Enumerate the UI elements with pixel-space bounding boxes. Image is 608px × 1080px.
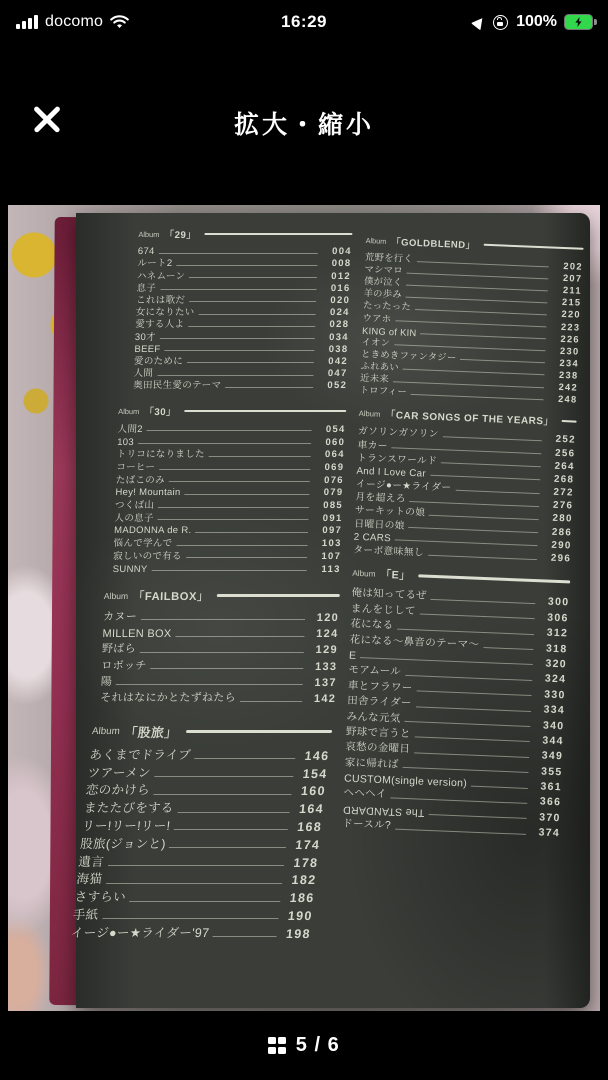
leader-line bbox=[102, 919, 278, 920]
track-title: 花になる bbox=[350, 617, 394, 632]
leader-line bbox=[138, 443, 311, 444]
track-page: 286 bbox=[551, 526, 573, 539]
track-page: 242 bbox=[558, 381, 579, 393]
track-title: イージ●ー★ライダー bbox=[355, 478, 452, 494]
location-arrow-icon bbox=[471, 14, 487, 30]
track-page: 370 bbox=[539, 811, 561, 825]
track-title: 2 CARS bbox=[353, 531, 392, 545]
album-label: Album bbox=[91, 726, 121, 738]
track-title: 奥田民生愛のテーマ bbox=[132, 380, 222, 392]
track-title: リー!リー!リー! bbox=[81, 819, 172, 834]
track-title: マシマロ bbox=[364, 264, 404, 276]
track-row bbox=[74, 888, 316, 906]
track-title: これは歌だ bbox=[135, 294, 186, 306]
album-title: 「GOLDBLEND」 bbox=[390, 237, 476, 252]
track-page: 182 bbox=[290, 873, 318, 888]
track-title: トリコになりました bbox=[116, 449, 205, 461]
track-page: 234 bbox=[559, 357, 580, 369]
leader-line bbox=[187, 362, 314, 363]
track-row bbox=[81, 816, 323, 834]
leader-line bbox=[169, 481, 310, 482]
track-title: またたびをする bbox=[83, 801, 175, 816]
leader-line bbox=[129, 901, 280, 902]
album-section bbox=[133, 227, 353, 391]
track-page: 290 bbox=[551, 539, 572, 552]
track-title: 手紙 bbox=[72, 908, 100, 923]
leader-line bbox=[140, 652, 304, 653]
track-title: 息子 bbox=[136, 282, 157, 294]
track-page: 300 bbox=[547, 595, 570, 609]
track-row bbox=[135, 330, 349, 342]
track-title: 俺は知ってるぜ bbox=[351, 587, 428, 603]
leader-line bbox=[159, 469, 310, 470]
track-row bbox=[79, 834, 321, 852]
track-row bbox=[89, 745, 331, 763]
track-row bbox=[113, 549, 341, 562]
track-title: ターボ意味無し bbox=[353, 544, 425, 559]
track-page: 091 bbox=[322, 512, 343, 524]
nav-bar bbox=[0, 44, 608, 165]
track-title: 愛のために bbox=[133, 355, 184, 367]
track-title: ドースル? bbox=[342, 817, 392, 832]
leader-line bbox=[225, 387, 313, 388]
leader-line bbox=[209, 456, 311, 457]
track-page: 047 bbox=[327, 368, 348, 380]
leader-line bbox=[213, 937, 277, 938]
track-title: あくまでドライブ bbox=[88, 748, 192, 763]
track-title: ハネムーン bbox=[136, 270, 186, 282]
track-page: 318 bbox=[545, 642, 568, 655]
track-page: 012 bbox=[331, 270, 352, 282]
album-title: 「CAR SONGS OF THE YEARS」 bbox=[385, 410, 555, 428]
album-label: Album bbox=[358, 408, 381, 419]
track-title: 月を超えろ bbox=[355, 492, 407, 506]
track-page: 276 bbox=[552, 499, 574, 512]
track-page: 178 bbox=[292, 855, 320, 870]
track-page: 154 bbox=[302, 766, 329, 781]
track-page: 296 bbox=[550, 552, 572, 565]
track-title: E bbox=[348, 649, 357, 662]
track-row bbox=[78, 852, 320, 870]
track-title: 家に帰れば bbox=[344, 756, 399, 771]
page-indicator: 5 / 6 bbox=[295, 1034, 340, 1056]
track-title: KING of KIN bbox=[361, 325, 417, 338]
track-page: 207 bbox=[562, 273, 583, 284]
track-title: みんな元気 bbox=[346, 710, 401, 725]
header-rule bbox=[186, 731, 333, 733]
track-title: 30才 bbox=[134, 331, 157, 343]
track-title: 車とフラワー bbox=[347, 679, 413, 694]
track-page: 004 bbox=[331, 246, 353, 258]
track-row bbox=[133, 379, 347, 391]
page-indicator-bar[interactable] bbox=[0, 1011, 608, 1080]
track-page: 366 bbox=[539, 795, 562, 809]
track-title: トランスワールド bbox=[356, 452, 438, 467]
track-row bbox=[101, 673, 338, 689]
track-page: 016 bbox=[330, 282, 351, 294]
track-title: ときめきファンタジー bbox=[360, 348, 457, 363]
album-header bbox=[138, 227, 352, 241]
track-title: 遺言 bbox=[77, 854, 105, 869]
track-page: 280 bbox=[552, 513, 573, 525]
track-page: 220 bbox=[561, 309, 582, 321]
track-page: 042 bbox=[328, 355, 349, 367]
track-title: 僕が泣く bbox=[363, 276, 403, 288]
track-title: サーキットの娘 bbox=[354, 505, 426, 520]
track-page: 097 bbox=[322, 525, 343, 537]
track-page: 103 bbox=[321, 538, 342, 550]
track-page: 268 bbox=[553, 473, 575, 486]
header-rule bbox=[205, 233, 353, 235]
track-page: 168 bbox=[296, 820, 323, 835]
track-page: 160 bbox=[300, 784, 327, 799]
track-page: 120 bbox=[316, 611, 340, 624]
track-page: 107 bbox=[321, 550, 342, 562]
leader-line bbox=[460, 359, 545, 363]
track-title: 恋のかけら bbox=[85, 783, 151, 798]
grid-pages-icon bbox=[268, 1037, 286, 1055]
leader-line bbox=[106, 883, 282, 884]
track-title: CUSTOM(single version) bbox=[343, 772, 468, 790]
track-row bbox=[76, 870, 318, 888]
track-title: SUNNY bbox=[112, 563, 148, 575]
track-title: カヌー bbox=[102, 610, 138, 623]
leader-line bbox=[150, 668, 303, 669]
track-title: 女になりたい bbox=[135, 307, 195, 319]
track-page: 226 bbox=[560, 333, 581, 345]
track-title: それはなにかとたずねたら bbox=[100, 692, 237, 705]
album-section bbox=[359, 233, 583, 405]
track-page: 129 bbox=[315, 644, 339, 657]
album-label: Album bbox=[352, 568, 376, 579]
header-rule bbox=[217, 594, 340, 596]
album-section bbox=[113, 404, 347, 574]
leader-line bbox=[455, 489, 539, 493]
leader-line bbox=[189, 301, 316, 302]
toc-right-column bbox=[341, 233, 583, 853]
track-title: まんをじして bbox=[350, 602, 416, 618]
header-rule bbox=[418, 575, 570, 583]
track-page: 142 bbox=[313, 693, 337, 706]
leader-line bbox=[483, 647, 533, 650]
track-page: 034 bbox=[328, 331, 350, 343]
track-page: 211 bbox=[562, 285, 583, 296]
track-row bbox=[87, 763, 329, 781]
track-page: 198 bbox=[285, 927, 312, 942]
track-title: 674 bbox=[137, 246, 155, 258]
page-title: 拡大・縮小 bbox=[233, 111, 374, 139]
track-title: 股旅(ジョンと) bbox=[79, 837, 167, 852]
track-title: モアムール bbox=[348, 663, 402, 679]
track-title: 寂しいので有る bbox=[113, 550, 182, 562]
album-title: 「29」 bbox=[164, 230, 197, 241]
status-bar bbox=[0, 0, 608, 44]
track-title: 人間 bbox=[133, 368, 154, 380]
track-page: 076 bbox=[323, 474, 345, 486]
track-row bbox=[100, 689, 337, 705]
header-rule bbox=[184, 410, 346, 412]
album-section bbox=[70, 722, 333, 941]
leader-line bbox=[160, 338, 315, 339]
leader-line bbox=[195, 759, 296, 760]
track-page: 306 bbox=[547, 611, 569, 625]
track-row bbox=[135, 318, 349, 330]
leader-line bbox=[428, 554, 537, 559]
leader-line bbox=[471, 785, 528, 788]
leader-line bbox=[141, 619, 305, 620]
track-page: 038 bbox=[328, 343, 349, 355]
track-row bbox=[137, 269, 351, 281]
album-title: 「FAILBOX」 bbox=[132, 590, 209, 603]
track-page: 164 bbox=[298, 802, 325, 817]
track-page: 320 bbox=[545, 657, 568, 671]
track-page: 334 bbox=[543, 703, 566, 717]
leader-line bbox=[169, 848, 286, 849]
album-title: 「30」 bbox=[144, 407, 177, 419]
orientation-lock-icon bbox=[493, 15, 508, 30]
track-page: 069 bbox=[324, 462, 345, 473]
leader-line bbox=[160, 289, 316, 290]
track-page: 248 bbox=[557, 393, 578, 405]
track-page: 064 bbox=[324, 449, 345, 461]
header-rule bbox=[484, 244, 584, 250]
leader-line bbox=[188, 326, 315, 327]
clock: 16:29 bbox=[281, 12, 327, 31]
leader-line bbox=[157, 375, 313, 376]
album-label: Album bbox=[365, 235, 387, 246]
track-title: ヘヘヘイ bbox=[343, 787, 387, 801]
track-title: 人間2 bbox=[117, 423, 144, 435]
track-page: 190 bbox=[287, 909, 314, 924]
track-row bbox=[101, 656, 338, 672]
leader-line bbox=[411, 394, 544, 400]
track-title: 陽 bbox=[100, 675, 113, 688]
track-title: ロボッチ bbox=[101, 659, 147, 672]
zoomable-photo[interactable] bbox=[8, 205, 600, 1011]
track-title: 車カー bbox=[357, 439, 388, 452]
track-title: ガソリンガソリン bbox=[357, 426, 439, 441]
track-page: 186 bbox=[289, 891, 316, 906]
track-title: イージ●ー★ライダー'97 bbox=[70, 926, 211, 941]
leader-line bbox=[195, 532, 308, 533]
leader-line bbox=[175, 636, 304, 637]
track-page: 215 bbox=[561, 297, 582, 309]
track-row bbox=[102, 640, 339, 656]
leader-line bbox=[158, 519, 309, 520]
battery-percent: 100% bbox=[516, 13, 557, 30]
track-title: 哀愁の金曜日 bbox=[345, 740, 411, 756]
track-page: 052 bbox=[327, 380, 348, 392]
track-page: 024 bbox=[329, 307, 350, 319]
carrier-label: docomo bbox=[45, 13, 104, 30]
track-page: 223 bbox=[560, 321, 581, 333]
track-title: 近未来 bbox=[359, 372, 390, 385]
track-title: 野ばら bbox=[101, 643, 137, 656]
track-title: BEEF bbox=[134, 343, 161, 355]
track-row bbox=[102, 624, 339, 640]
track-title: MILLEN BOX bbox=[102, 628, 172, 641]
track-row bbox=[113, 562, 341, 575]
track-row bbox=[116, 473, 344, 486]
battery-charging-icon bbox=[565, 15, 592, 29]
leader-line bbox=[159, 253, 318, 254]
track-page: 230 bbox=[559, 345, 580, 357]
track-title: たったった bbox=[362, 300, 412, 313]
track-page: 202 bbox=[563, 261, 584, 272]
track-title: 花になる〜鼻音のテーマ〜 bbox=[349, 633, 480, 651]
track-page: 085 bbox=[323, 500, 344, 512]
leader-line bbox=[153, 794, 291, 795]
track-title: イオン bbox=[361, 336, 391, 348]
track-title: 荒野を行く bbox=[364, 252, 414, 264]
album-title: 「股旅」 bbox=[123, 725, 179, 741]
leader-line bbox=[158, 507, 309, 508]
track-title: ウアホ bbox=[362, 312, 392, 324]
track-page: 361 bbox=[540, 780, 563, 794]
charging-bolt-icon bbox=[574, 17, 583, 27]
album-section bbox=[342, 566, 570, 840]
leader-line bbox=[177, 812, 289, 813]
track-page: 324 bbox=[544, 672, 567, 686]
album-label: Album bbox=[103, 590, 129, 601]
album-header bbox=[91, 722, 333, 741]
leader-line bbox=[147, 430, 312, 431]
album-title: 「E」 bbox=[380, 568, 411, 583]
track-page: 374 bbox=[538, 826, 561, 840]
leader-line bbox=[151, 570, 306, 571]
header-rule bbox=[562, 420, 577, 423]
track-title: 羊の歩み bbox=[363, 288, 403, 300]
track-page: 252 bbox=[555, 434, 577, 446]
track-title: 野球で言うと bbox=[345, 725, 411, 741]
leader-line bbox=[116, 684, 303, 685]
track-row bbox=[103, 608, 340, 624]
track-page: 349 bbox=[541, 749, 564, 763]
track-title: ツアーメン bbox=[87, 765, 152, 780]
leader-line bbox=[154, 776, 293, 777]
wifi-icon bbox=[110, 15, 129, 30]
leader-line bbox=[240, 701, 302, 702]
track-title: ふれあい bbox=[360, 360, 400, 373]
leader-line bbox=[164, 350, 314, 351]
track-title: つくば山 bbox=[114, 500, 155, 512]
leader-line bbox=[176, 265, 317, 266]
track-row bbox=[117, 422, 345, 435]
track-page: 340 bbox=[542, 719, 565, 732]
leader-line bbox=[176, 545, 307, 546]
track-title: The STANDARD bbox=[342, 803, 425, 819]
track-title: 人の息子 bbox=[114, 512, 154, 524]
track-page: 238 bbox=[558, 369, 579, 381]
track-page: 355 bbox=[540, 765, 563, 779]
album-section bbox=[100, 588, 340, 706]
track-title: And I Love Car bbox=[356, 465, 427, 480]
leader-line bbox=[186, 557, 307, 558]
track-title: たばこのみ bbox=[115, 474, 166, 486]
track-title: さすらい bbox=[73, 890, 127, 905]
track-page: 020 bbox=[330, 294, 351, 306]
track-title: コーヒー bbox=[116, 462, 156, 473]
album-header bbox=[104, 588, 341, 604]
track-page: 312 bbox=[546, 626, 569, 640]
leader-line bbox=[395, 828, 526, 834]
track-title: 海猫 bbox=[75, 872, 103, 887]
track-title: トロフィー bbox=[359, 385, 408, 397]
leader-line bbox=[174, 830, 288, 831]
track-page: 079 bbox=[323, 487, 344, 499]
track-row bbox=[85, 781, 327, 799]
album-label: Album bbox=[118, 406, 140, 416]
toc-left-column bbox=[70, 227, 353, 954]
track-page: 330 bbox=[543, 688, 566, 702]
track-page: 264 bbox=[554, 460, 576, 473]
leader-line bbox=[108, 865, 284, 866]
track-page: 060 bbox=[325, 436, 346, 448]
track-row bbox=[70, 923, 312, 941]
track-page: 137 bbox=[314, 676, 337, 689]
track-page: 054 bbox=[325, 423, 346, 435]
track-title: 悩んで学んで bbox=[113, 538, 173, 550]
track-page: 124 bbox=[316, 628, 339, 641]
track-row bbox=[114, 511, 342, 524]
track-title: ルート2 bbox=[137, 258, 173, 270]
track-title: 愛する人よ bbox=[135, 319, 185, 331]
track-title: MADONNA de R. bbox=[113, 525, 192, 537]
track-title: 田舎ライダー bbox=[346, 694, 412, 710]
track-page: 344 bbox=[542, 734, 565, 748]
leader-line bbox=[198, 314, 315, 315]
album-section bbox=[353, 406, 577, 565]
album-label: Album bbox=[138, 229, 160, 239]
leader-line bbox=[189, 277, 317, 278]
leader-line bbox=[184, 494, 309, 495]
track-title: 日曜日の娘 bbox=[354, 518, 405, 532]
track-page: 256 bbox=[554, 447, 576, 460]
track-title: Hey! Mountain bbox=[115, 487, 181, 499]
album-header bbox=[118, 404, 346, 418]
track-page: 113 bbox=[321, 563, 341, 575]
cellular-signal-icon bbox=[16, 15, 38, 29]
track-page: 133 bbox=[314, 660, 338, 673]
track-row bbox=[72, 905, 314, 923]
track-row bbox=[83, 799, 325, 817]
track-row bbox=[134, 355, 348, 367]
track-title: 103 bbox=[116, 436, 135, 448]
track-page: 174 bbox=[294, 838, 321, 853]
book-page bbox=[70, 213, 590, 1008]
track-page: 272 bbox=[553, 486, 574, 499]
track-page: 008 bbox=[331, 258, 352, 270]
track-page: 028 bbox=[329, 319, 350, 331]
track-page: 146 bbox=[304, 749, 331, 764]
